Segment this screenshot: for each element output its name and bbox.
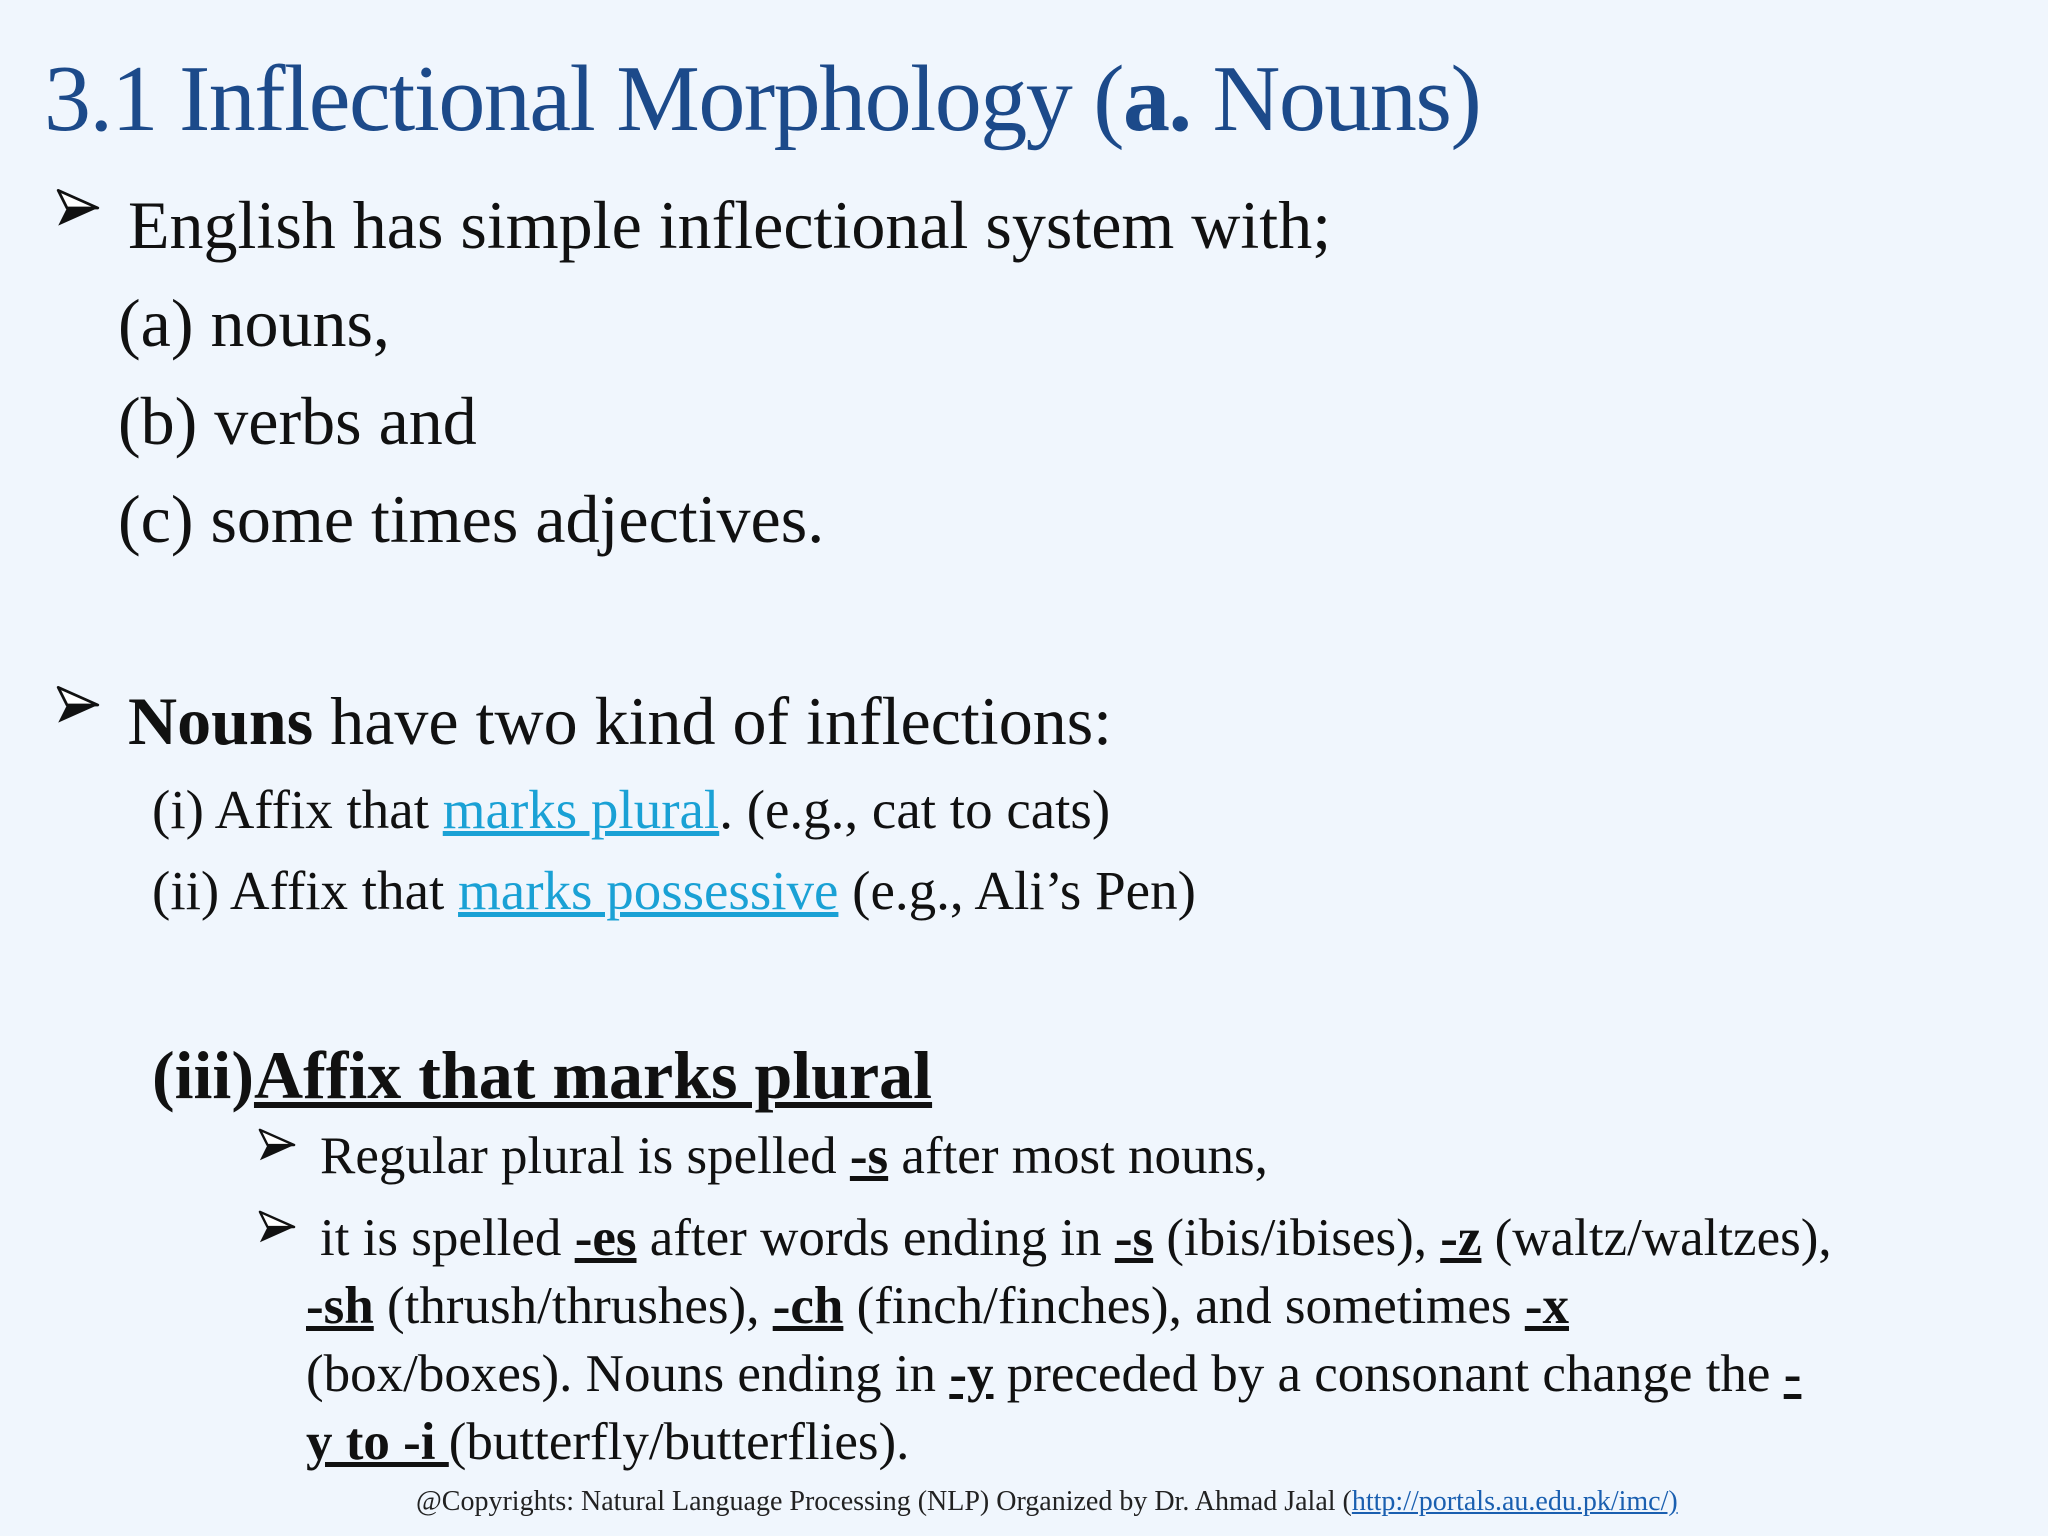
sub-item-verbs (118, 382, 477, 460)
reg-text-end: after most nouns, (888, 1127, 1268, 1185)
title-bold-marker: a. (1123, 47, 1191, 151)
bullet-text: English has simple inflectional system with; (128, 187, 1332, 263)
footer-text: @Copyrights: Natural Language Processing (NLP) Organized by Dr. Ahmad Jalal ( (416, 1486, 1352, 1517)
suffix-s: -s (849, 1127, 889, 1185)
heading-number: (iii) (152, 1037, 254, 1113)
suffix-es: -es (574, 1209, 637, 1267)
item-i-example: . (e.g., cat to cats) (719, 779, 1111, 840)
arrowhead-bullet-icon (56, 186, 100, 230)
suffix-x: -x (1524, 1277, 1569, 1335)
es-text: after words ending in (636, 1209, 1115, 1267)
bullet-es-line3 (306, 1344, 1801, 1405)
suffix-z: -z (1440, 1209, 1482, 1267)
es-text: (finch/finches), and sometimes (843, 1277, 1525, 1335)
arrowhead-bullet-icon (258, 1208, 296, 1246)
title-suffix: Nouns) (1190, 47, 1481, 151)
bullet-es-line2 (306, 1276, 1569, 1337)
item-ii-example: (e.g., Ali’s Pen) (838, 860, 1196, 921)
arrowhead-bullet-icon (258, 1126, 296, 1164)
sub-item-nouns (118, 284, 390, 362)
bullet-text: have two kind of inflections: (313, 683, 1113, 759)
copyright-footer (416, 1486, 1678, 1518)
es-text: (ibis/ibises), (1153, 1209, 1441, 1267)
suffix-sh: -sh (306, 1277, 374, 1335)
es-text: (butterfly/butterflies). (448, 1413, 910, 1471)
es-text: it is spelled (320, 1209, 575, 1267)
nouns-bold-label: Nouns (128, 683, 314, 759)
marks-possessive-link[interactable]: marks possessive (458, 860, 839, 921)
section-heading-iii (152, 1036, 932, 1114)
suffix-y: -y (949, 1345, 994, 1403)
marks-plural-link[interactable]: marks plural (442, 779, 720, 840)
sub-item-adjectives (118, 480, 824, 558)
arrowhead-bullet-icon (56, 683, 100, 727)
heading-text: Affix that marks plural (253, 1037, 933, 1113)
slide-title (44, 48, 1480, 151)
sub-item-c-text: (c) some times adjectives. (118, 481, 825, 557)
bullet-es-line1 (320, 1208, 1832, 1269)
bullet-nouns-inflections (128, 682, 1112, 760)
reg-text: Regular plural is spelled (320, 1127, 850, 1185)
bullet-regular-plural (320, 1126, 1268, 1187)
item-affix-plural (152, 778, 1110, 841)
item-affix-possessive (152, 859, 1196, 922)
suffix-s: -s (1114, 1209, 1154, 1267)
title-prefix: 3.1 Inflectional Morphology ( (44, 47, 1124, 151)
item-i-prefix: (i) Affix that (152, 779, 443, 840)
es-text: (thrush/thrushes), (373, 1277, 773, 1335)
es-text: (box/boxes). Nouns ending in (306, 1345, 950, 1403)
es-text: preceded by a consonant change the (993, 1345, 1784, 1403)
suffix-ch: -ch (772, 1277, 844, 1335)
suffix-hyphen: - (1783, 1345, 1802, 1403)
sub-item-b-text: (b) verbs and (118, 383, 477, 459)
suffix-y-to-i: y to -i (306, 1413, 449, 1471)
bullet-es-line4 (306, 1412, 909, 1473)
bullet-english-inflection (128, 186, 1331, 264)
sub-item-a-text: (a) nouns, (118, 285, 390, 361)
es-text: (waltz/waltzes), (1481, 1209, 1832, 1267)
footer-link[interactable]: http://portals.au.edu.pk/imc/) (1351, 1486, 1678, 1517)
item-ii-prefix: (ii) Affix that (152, 860, 459, 921)
